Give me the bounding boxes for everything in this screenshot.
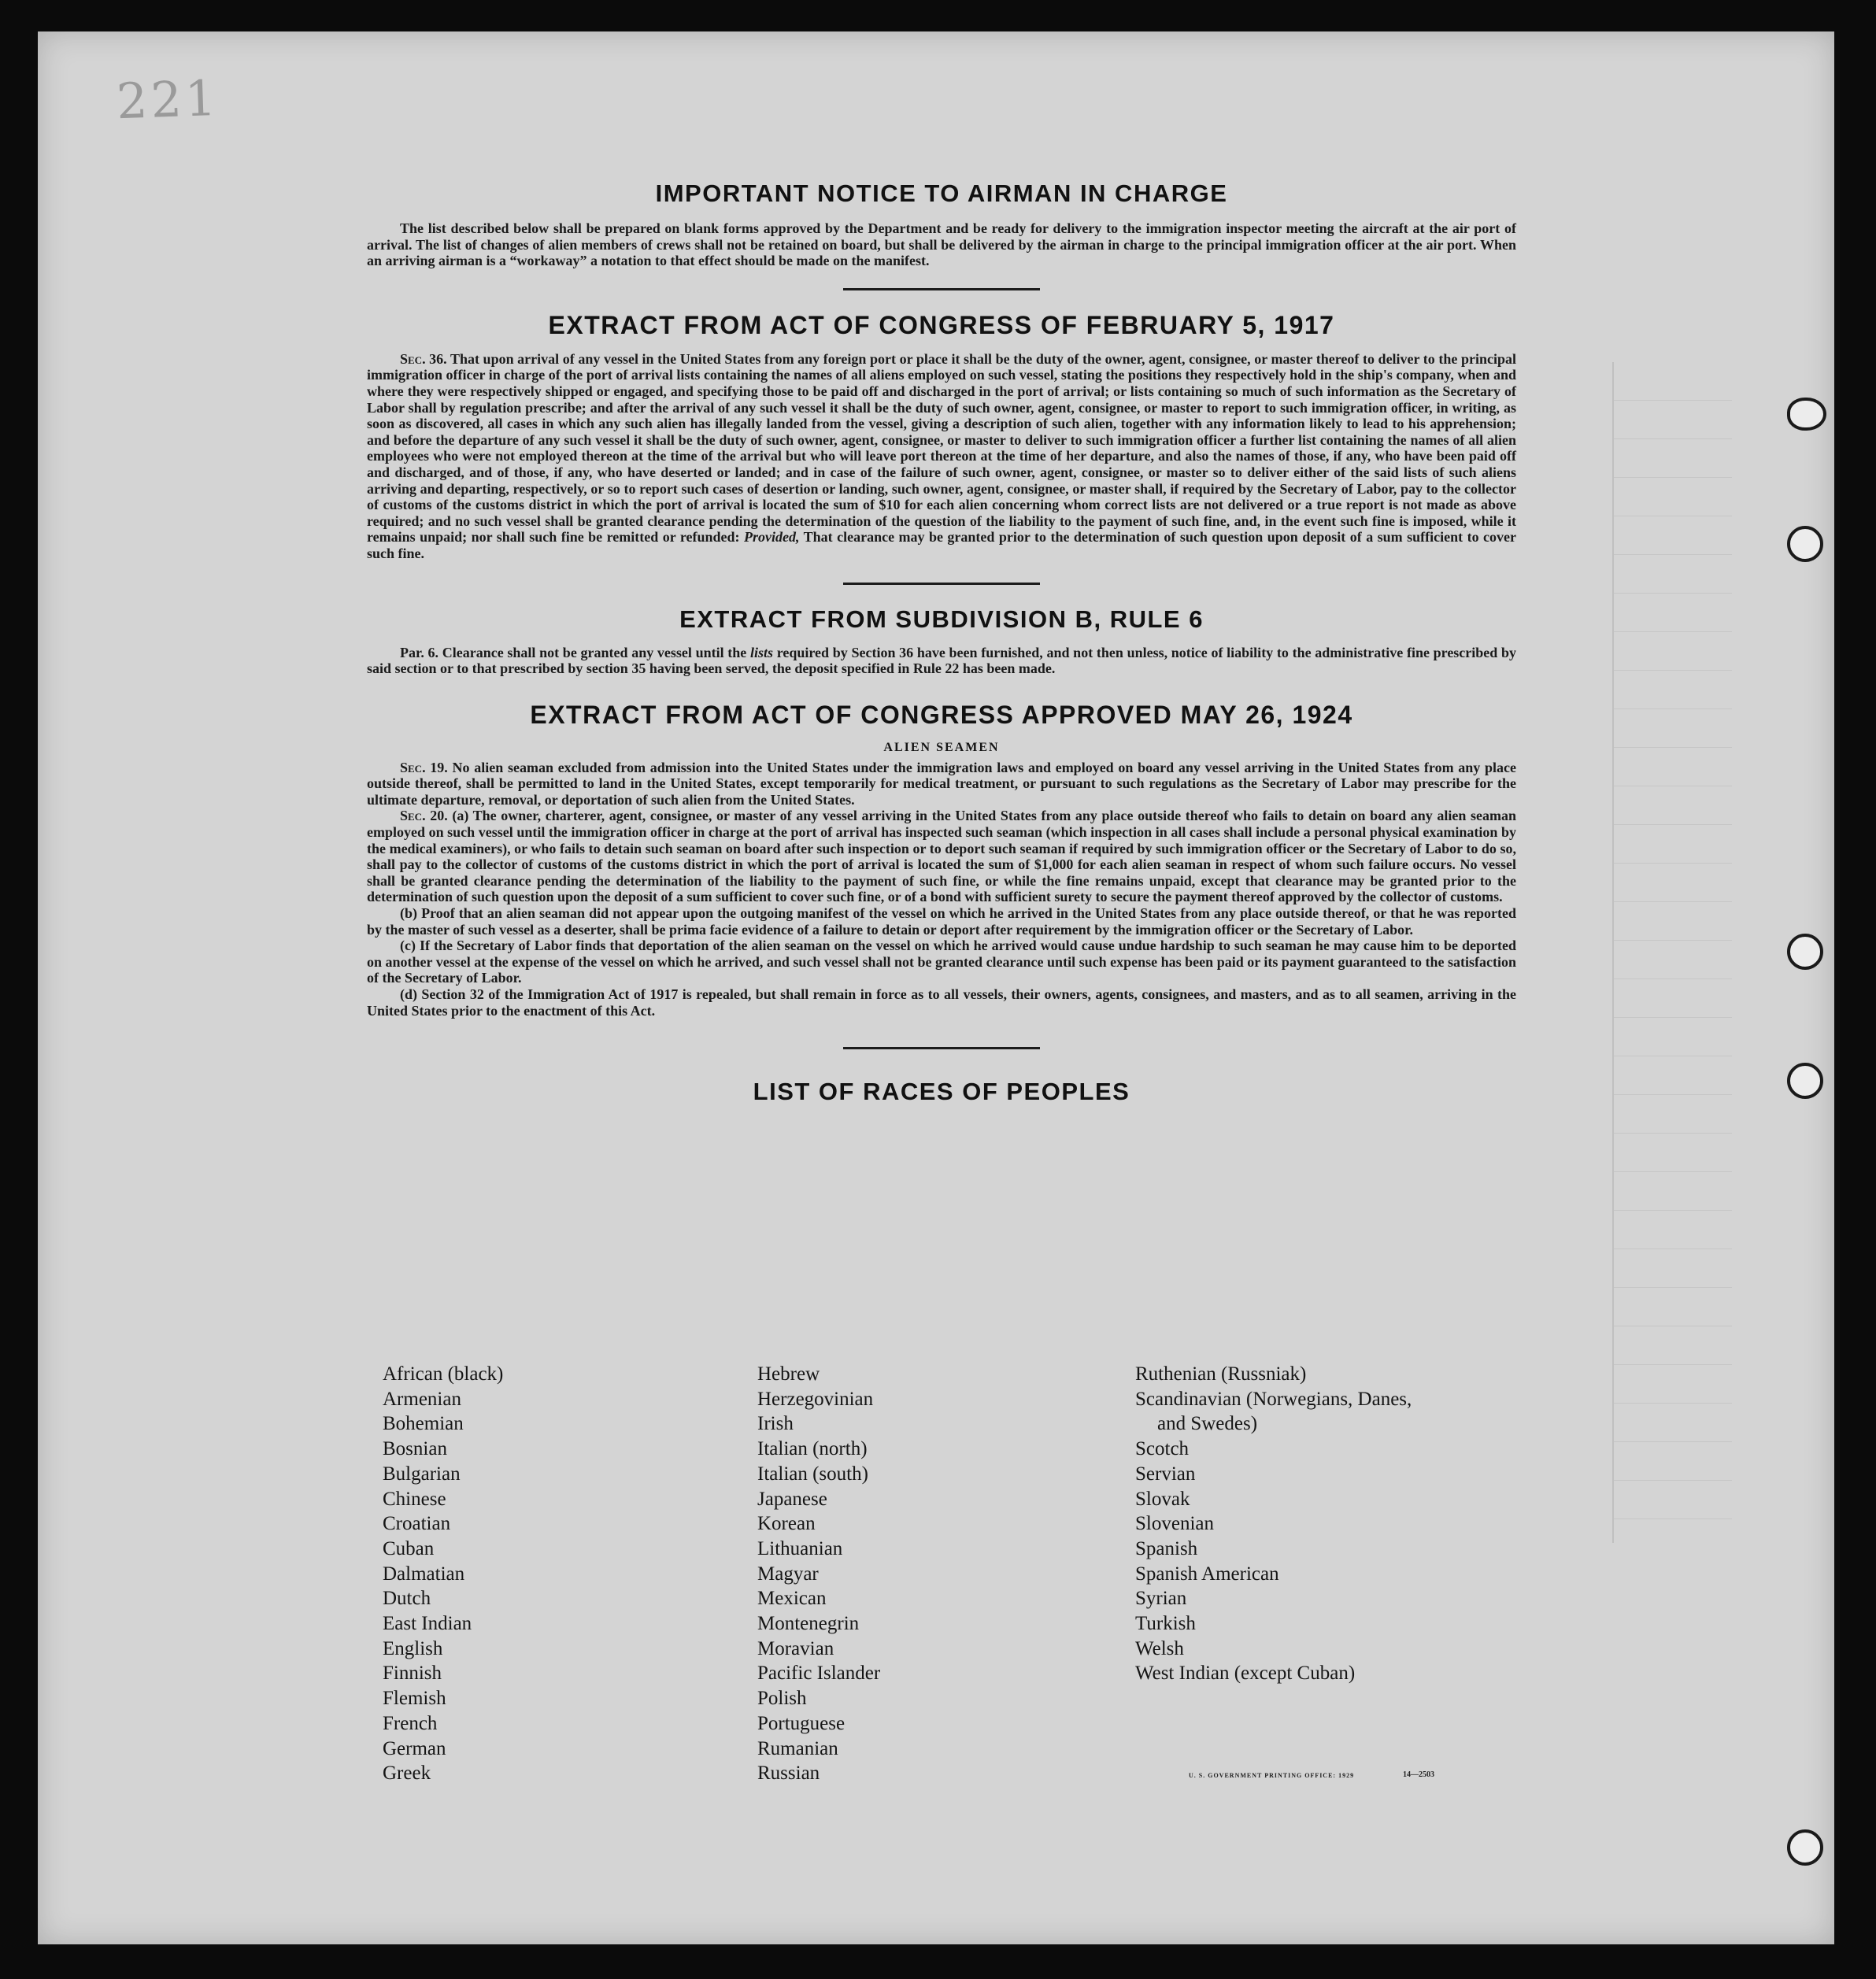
race-item: Herzegovinian bbox=[757, 1388, 874, 1410]
races-column-2 bbox=[757, 1362, 880, 1786]
notice-body: The list described below shall be prepared on blank forms approved by the Department and be ready for delivery to the immigration inspector meeting the aircraft at the air port of arrival. The list of changes of alien members of crews shall not be retained on board, but shall be delivered by the airman in charge to the principal immigration officer at the air port. When an arriving airman is a “workaway” a notation to that effect should be made on the manifest. bbox=[367, 220, 1516, 269]
race-item: Hebrew bbox=[757, 1363, 820, 1385]
race-item: French bbox=[383, 1712, 438, 1734]
punch-hole bbox=[1787, 1829, 1823, 1866]
race-item: Italian (north) bbox=[757, 1438, 868, 1460]
race-item: Montenegrin bbox=[757, 1613, 860, 1635]
race-item: Italian (south) bbox=[757, 1463, 868, 1485]
show-through-form-column bbox=[1612, 362, 1732, 1543]
form-number: 14—2503 bbox=[1403, 1770, 1434, 1779]
sec-20a-text: (a) The owner, charterer, agent, consignee, or master of any vessel arriving in the United States from any place outside thereof who fails to detain on board any alien seaman employed on such vessel until the immigration officer in charge at the port of arrival has inspected such seaman (which inspection in all cases shall include a personal physical examination by the medical examiners), or who fails to detain such seaman on board after such inspection or to deport such seaman if required by such immigration officer or the Secretary of Labor to do so, shall pay to the collector of customs of the customs district in which the port of arrival is located the sum of $1,000 for each alien seaman in respect of whom such failure occurs. No vessel shall be granted clearance pending the determination of the liability to the payment of such fine, or while the fine remains unpaid, except that clearance may be granted prior to the determination of such question upon the deposit of a sum sufficient to cover such fine, or of a bond with sufficient surety to secure the payment thereof approved by the collector of customs. bbox=[367, 808, 1517, 905]
par-6-text-end: required by Section 36 have been furnished, and not then unless, notice of liability to the administrative fine prescribed by said section or to that prescribed by section 35 having been served, the deposit specified in Rule 22 has been made. bbox=[367, 644, 1517, 677]
act-1924-sec20a bbox=[367, 808, 1516, 905]
race-item: Pacific Islander bbox=[757, 1663, 881, 1685]
sec-20-label: Sec. 20. bbox=[400, 808, 448, 824]
race-item: Lithuanian bbox=[757, 1537, 843, 1559]
race-item: Spanish American bbox=[1135, 1563, 1279, 1585]
race-item: Slovenian bbox=[1135, 1513, 1214, 1535]
rule-6-body bbox=[367, 645, 1516, 677]
race-item: East Indian bbox=[383, 1613, 472, 1635]
race-item: Spanish bbox=[1135, 1537, 1198, 1559]
page-number: 221 bbox=[115, 68, 220, 131]
race-item: Moravian bbox=[757, 1637, 834, 1659]
race-item: Scandinavian (Norwegians, Danes, bbox=[1135, 1388, 1412, 1410]
race-item: Dutch bbox=[383, 1588, 431, 1610]
race-item: Bosnian bbox=[383, 1438, 447, 1460]
race-item: English bbox=[383, 1637, 443, 1659]
race-item: Polish bbox=[757, 1688, 807, 1710]
race-item: Russian bbox=[757, 1763, 820, 1785]
act-1924-title: EXTRACT FROM ACT OF CONGRESS APPROVED MAY 26, 1924 bbox=[530, 700, 1353, 729]
race-item: German bbox=[383, 1737, 446, 1759]
race-item: Japanese bbox=[757, 1488, 827, 1510]
race-item: Ruthenian (Russniak) bbox=[1135, 1363, 1307, 1385]
race-item: Armenian bbox=[383, 1388, 461, 1410]
act-1924-sec20d: (d) Section 32 of the Immigration Act of 1917 is repealed, but shall remain in force as to all vessels, their owners, agents, consignees, and masters, and as to all seamen, arriving in the United States prior to the enactment of this Act. bbox=[367, 986, 1516, 1019]
act-1924-sec20c: (c) If the Secretary of Labor finds that deportation of the alien seaman on the vessel on which he arrived would cause undue hardship to such seaman he may cause him to be deported on another vessel at the expense of the vessel on which he arrived, and such vessel shall not be granted clearance until such expense has been paid or its payment guaranteed to the satisfaction of the Secretary of Labor. bbox=[367, 938, 1516, 986]
race-item: Bulgarian bbox=[383, 1463, 461, 1485]
punch-hole bbox=[1787, 1063, 1823, 1099]
race-item: Finnish bbox=[383, 1663, 442, 1685]
race-item: Chinese bbox=[383, 1488, 446, 1510]
act-1917-sec36 bbox=[367, 351, 1516, 562]
alien-seamen-subtitle: ALIEN SEAMEN bbox=[883, 740, 1000, 754]
sec-36-text: That upon arrival of any vessel in the United States from any foreign port or place it shall be the duty of the owner, agent, consignee, or master thereof to deliver to the principal immigration officer in charge of the port of arrival lists containing the names of all aliens employed on such vessel, stating the positions they respectively hold in the ship's company, when and where they were respectively shipped or engaged, and specifying those to be paid off and discharged in the port of arrival; or lists containing so much of such information as the Secretary of Labor shall by regulation prescribe; and after the arrival of any such vessel it shall be the duty of such owner, agent, consignee, or master to report to such immigration officer, in writing, as soon as discovered, all cases in which any such alien has illegally landed from the vessel, giving a description of such alien, together with any information likely to lead to his apprehension; and before the departure of any such vessel it shall be the duty of such owner, agent, consignee, or master to deliver to such immigration officer a further list containing the names of all alien employees who were not employed thereon at the time of the arrival but who will leave port thereon at the time of her departure, and also the names of those, if any, who have been paid off and discharged, and of those, if any, who have deserted or landed; and in case of the failure of such owner, agent, consignee, or master so to deliver either of the said lists of such aliens arriving and departing, respectively, or so to report such cases of desertion or landing, such owner, agent, consignee, or master shall, if required by the Secretary of Labor, pay to the collector of customs of the customs district in which the port of arrival is located the sum of $10 for each alien concerning whom correct lists are not delivered or a true report is not made as above required; and no such vessel shall be granted clearance pending the determination of the question of the liability to the payment of such fine, and, in the event such fine is imposed, while it remains unpaid; nor shall such fine be remitted or refunded: bbox=[367, 350, 1516, 546]
race-item: Slovak bbox=[1135, 1488, 1190, 1510]
race-item: Welsh bbox=[1135, 1637, 1184, 1659]
notice-title: IMPORTANT NOTICE TO AIRMAN IN CHARGE bbox=[655, 179, 1228, 207]
act-1924-sec19 bbox=[367, 760, 1516, 808]
race-item: Magyar bbox=[757, 1563, 819, 1585]
par-6-lists: lists bbox=[750, 644, 774, 660]
punch-hole bbox=[1787, 526, 1823, 562]
race-item: Scotch bbox=[1135, 1438, 1190, 1460]
race-item: Mexican bbox=[757, 1588, 827, 1610]
sec-36-proviso: Provided, bbox=[744, 529, 800, 546]
race-item: Rumanian bbox=[757, 1737, 838, 1759]
race-item: Bohemian bbox=[383, 1413, 464, 1435]
race-item: Flemish bbox=[383, 1688, 446, 1710]
punch-hole bbox=[1787, 398, 1826, 431]
printer-imprint: U. S. GOVERNMENT PRINTING OFFICE: 1929 bbox=[1189, 1772, 1355, 1779]
race-item: Irish bbox=[757, 1413, 794, 1435]
divider-rule bbox=[843, 1047, 1040, 1049]
race-item: African (black) bbox=[383, 1363, 504, 1385]
sec-36-text-end: That clearance may be granted prior to the determination of such question upon deposit of a sum sufficient to cover such fine. bbox=[367, 529, 1516, 561]
race-item-continuation: and Swedes) bbox=[1157, 1413, 1258, 1435]
races-title: LIST OF RACES OF PEOPLES bbox=[753, 1078, 1130, 1106]
race-item: Korean bbox=[757, 1513, 816, 1535]
race-item: Turkish bbox=[1135, 1613, 1196, 1635]
race-item: Syrian bbox=[1135, 1588, 1187, 1610]
divider-rule bbox=[843, 288, 1040, 290]
divider-rule bbox=[843, 583, 1040, 585]
race-item: Cuban bbox=[383, 1537, 435, 1559]
race-item: Portuguese bbox=[757, 1712, 845, 1734]
punch-hole bbox=[1787, 934, 1823, 970]
sec-19-text: No alien seaman excluded from admission into the United States under the immigration laws and employed on board any vessel arriving in the United States from any place outside thereof, shall be permitted to land in the United States, except temporarily for medical treatment, or pursuant to such regulations as the Secretary of Labor may prescribe for the ultimate departure, removal, or deportation of such alien from the United States. bbox=[367, 759, 1517, 808]
document-content bbox=[367, 179, 1516, 1106]
race-item: Servian bbox=[1135, 1463, 1196, 1485]
race-item: Croatian bbox=[383, 1513, 451, 1535]
races-column-1 bbox=[383, 1362, 503, 1786]
race-item: Dalmatian bbox=[383, 1563, 465, 1585]
act-1924-sec20b: (b) Proof that an alien seaman did not appear upon the outgoing manifest of the vessel on which he arrived in the United States from any place outside thereof, or that he was reported by the master of such vessel as a deserter, shall be prima facie evidence of a failure to detain or deport after requirement by the immigration officer or the Secretary of Labor. bbox=[367, 905, 1516, 938]
sec-36-label: Sec. 36. bbox=[400, 350, 447, 367]
race-item: Greek bbox=[383, 1763, 431, 1785]
par-6-text: Par. 6. Clearance shall not be granted any vessel until the bbox=[400, 644, 747, 660]
race-item: West Indian (except Cuban) bbox=[1135, 1663, 1356, 1685]
act-1917-title: EXTRACT FROM ACT OF CONGRESS OF FEBRUARY 5, 1917 bbox=[548, 310, 1335, 339]
races-column-3 bbox=[1135, 1362, 1412, 1686]
rule-6-title: EXTRACT FROM SUBDIVISION B, RULE 6 bbox=[679, 605, 1204, 633]
sec-19-label: Sec. 19. bbox=[400, 759, 448, 775]
